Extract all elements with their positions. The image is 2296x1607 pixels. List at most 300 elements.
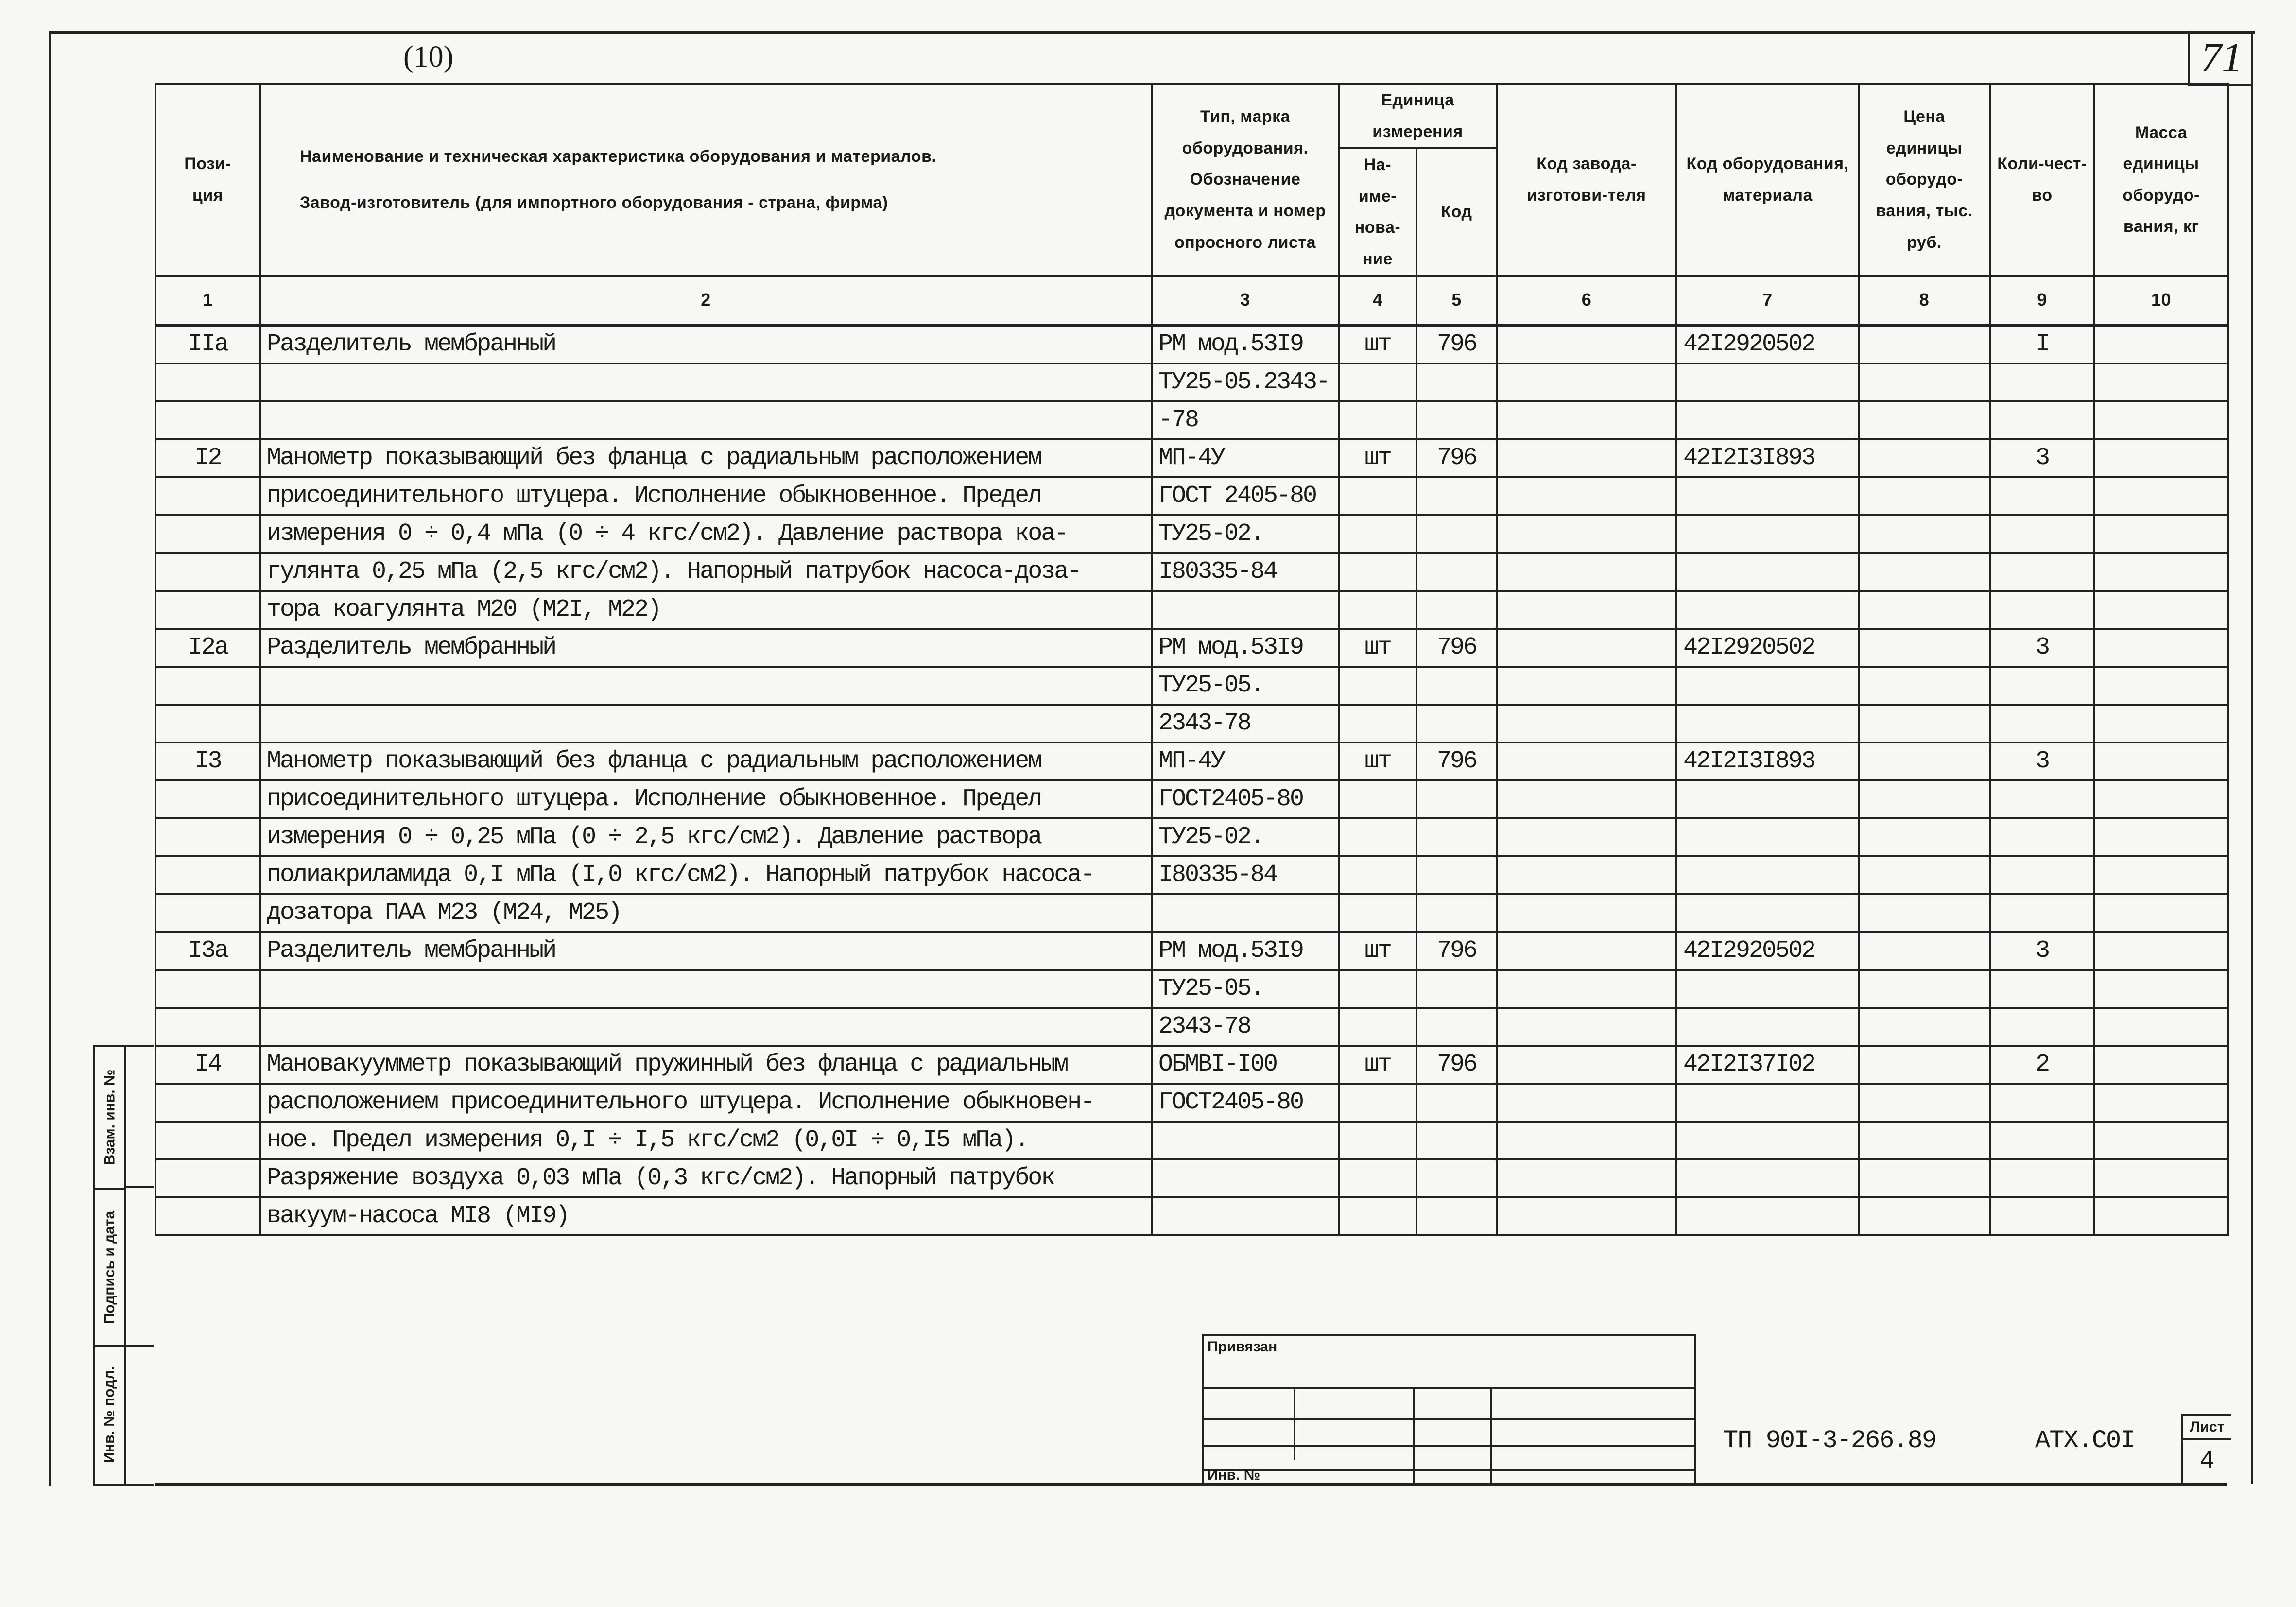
table-row [155, 1046, 2228, 1084]
cell-unit-name [1339, 553, 1416, 591]
cell-position [155, 705, 260, 743]
cell-unit-name: шт [1339, 325, 1416, 363]
cell-unit-code [1416, 1159, 1497, 1197]
cell-price [1859, 932, 1990, 970]
cell-quantity [1990, 667, 2094, 705]
stamp-signature-date [95, 1190, 124, 1347]
cell-type: I80335-84 [1152, 856, 1339, 894]
cell-unit-name [1339, 1008, 1416, 1046]
cell-unit-name: шт [1339, 932, 1416, 970]
cell-mass [2094, 780, 2228, 818]
cell-mass [2094, 401, 2228, 439]
cell-name: присоединительного штуцера. Исполнение обыкновенное. Предел [260, 477, 1152, 515]
cell-unit-name [1339, 667, 1416, 705]
cell-name [260, 401, 1152, 439]
cell-name: полиакриламида 0,I мПа (I,0 кгс/см2). Напорный патрубок насоса- [260, 856, 1152, 894]
cell-type: РМ мод.53I9 [1152, 325, 1339, 363]
cell-quantity [1990, 1122, 2094, 1159]
cell-plant-code [1497, 856, 1676, 894]
column-number: 6 [1497, 276, 1676, 325]
table-row [155, 629, 2228, 667]
cell-name [260, 1008, 1152, 1046]
stamp-line [126, 1186, 154, 1188]
cell-price [1859, 629, 1990, 667]
cell-unit-name [1339, 1084, 1416, 1122]
cell-unit-code: 796 [1416, 439, 1497, 477]
cell-quantity: 3 [1990, 439, 2094, 477]
cell-unit-code: 796 [1416, 932, 1497, 970]
cell-unit-code [1416, 477, 1497, 515]
cell-quantity [1990, 894, 2094, 932]
header-quantity: Коли-чест-во [1990, 84, 2094, 276]
table-row [155, 477, 2228, 515]
cell-mass [2094, 439, 2228, 477]
cell-price [1859, 401, 1990, 439]
bound-grid [1202, 1334, 1696, 1486]
cell-type: ТУ25-05. [1152, 667, 1339, 705]
cell-unit-code [1416, 553, 1497, 591]
table-row [155, 705, 2228, 743]
cell-equipment-code [1676, 553, 1859, 591]
table-row [155, 1122, 2228, 1159]
cell-name [260, 970, 1152, 1008]
cell-name: Разделитель мембранный [260, 932, 1152, 970]
cell-quantity [1990, 1084, 2094, 1122]
cell-price [1859, 363, 1990, 401]
cell-quantity: I [1990, 325, 2094, 363]
cell-price [1859, 515, 1990, 553]
cell-price [1859, 1046, 1990, 1084]
cell-mass [2094, 856, 2228, 894]
cell-quantity [1990, 1197, 2094, 1235]
frame-right-edge [2251, 31, 2253, 1484]
cell-equipment-code: 42I2920502 [1676, 932, 1859, 970]
cell-position [155, 1159, 260, 1197]
header-name-line2: Завод-изготовитель (для импортного оборудования - страна, фирма) [300, 193, 888, 212]
cell-mass [2094, 970, 2228, 1008]
cell-name: дозатора ПАА М23 (М24, М25) [260, 894, 1152, 932]
header-row [155, 84, 2228, 148]
cell-unit-code [1416, 970, 1497, 1008]
cell-mass [2094, 1197, 2228, 1235]
cell-unit-code: 796 [1416, 629, 1497, 667]
cell-equipment-code: 42I2I3I893 [1676, 439, 1859, 477]
cell-equipment-code: 42I2I37I02 [1676, 1046, 1859, 1084]
cell-equipment-code [1676, 363, 1859, 401]
cell-plant-code [1497, 970, 1676, 1008]
cell-unit-name [1339, 1197, 1416, 1235]
grid-vline [1294, 1387, 1295, 1460]
cell-quantity: 3 [1990, 629, 2094, 667]
table-row [155, 363, 2228, 401]
cell-unit-code: 796 [1416, 743, 1497, 780]
cell-unit-code [1416, 780, 1497, 818]
cell-price [1859, 325, 1990, 363]
cell-unit-code [1416, 1008, 1497, 1046]
cell-type: ГОСТ2405-80 [1152, 1084, 1339, 1122]
cell-position [155, 401, 260, 439]
stamp-line [126, 1345, 154, 1347]
cell-name: гулянта 0,25 мПа (2,5 кгс/см2). Напорный патрубок насоса-доза- [260, 553, 1152, 591]
header-name [260, 84, 1152, 276]
cell-plant-code [1497, 439, 1676, 477]
header-unit-name: На-име-нова-ние [1339, 148, 1416, 276]
cell-quantity [1990, 818, 2094, 856]
sheet-value: 4 [2199, 1447, 2215, 1475]
cell-plant-code [1497, 705, 1676, 743]
cell-type: ТУ25-05. [1152, 970, 1339, 1008]
cell-mass [2094, 932, 2228, 970]
cell-plant-code [1497, 667, 1676, 705]
cell-position [155, 667, 260, 705]
cell-equipment-code [1676, 856, 1859, 894]
header-position [155, 84, 260, 276]
cell-price [1859, 591, 1990, 629]
cell-plant-code [1497, 743, 1676, 780]
cell-price [1859, 667, 1990, 705]
cell-unit-name [1339, 515, 1416, 553]
doc-code: АТХ.С0I [2035, 1426, 2135, 1455]
table-row [155, 1159, 2228, 1197]
cell-unit-name [1339, 856, 1416, 894]
cell-name: Мановакуумметр показывающий пружинный без фланца с радиальным [260, 1046, 1152, 1084]
cell-type [1152, 1159, 1339, 1197]
cell-unit-name [1339, 705, 1416, 743]
table-row [155, 439, 2228, 477]
cell-equipment-code [1676, 1008, 1859, 1046]
cell-price [1859, 970, 1990, 1008]
specification-table [155, 83, 2229, 1236]
column-number: 10 [2094, 276, 2228, 325]
cell-unit-name: шт [1339, 1046, 1416, 1084]
cell-name: измерения 0 ÷ 0,4 мПа (0 ÷ 4 кгс/см2). Давление раствора коа- [260, 515, 1152, 553]
table-row [155, 515, 2228, 553]
frame-bottom [155, 1483, 2227, 1486]
cell-unit-name: шт [1339, 439, 1416, 477]
cell-plant-code [1497, 553, 1676, 591]
cell-quantity [1990, 363, 2094, 401]
cell-type: ГОСТ2405-80 [1152, 780, 1339, 818]
cell-position: I2a [155, 629, 260, 667]
column-number: 9 [1990, 276, 2094, 325]
cell-unit-code [1416, 1084, 1497, 1122]
cell-price [1859, 1122, 1990, 1159]
cell-mass [2094, 477, 2228, 515]
cell-mass [2094, 705, 2228, 743]
cell-name: Манометр показывающий без фланца с радиальным расположением [260, 439, 1152, 477]
cell-quantity [1990, 705, 2094, 743]
cell-plant-code [1497, 477, 1676, 515]
cell-position [155, 970, 260, 1008]
cell-position [155, 818, 260, 856]
cell-equipment-code [1676, 667, 1859, 705]
column-number: 3 [1152, 276, 1339, 325]
cell-price [1859, 894, 1990, 932]
cell-price [1859, 856, 1990, 894]
cell-type: ГОСТ 2405-80 [1152, 477, 1339, 515]
cell-type: ТУ25-05.2343- [1152, 363, 1339, 401]
cell-unit-code [1416, 1197, 1497, 1235]
cell-unit-name [1339, 401, 1416, 439]
cell-price [1859, 1084, 1990, 1122]
cell-unit-name: шт [1339, 743, 1416, 780]
cell-mass [2094, 629, 2228, 667]
cell-plant-code [1497, 1008, 1676, 1046]
cell-equipment-code [1676, 1197, 1859, 1235]
header-plant-code: Код завода-изготови-теля [1497, 84, 1676, 276]
table-row [155, 1197, 2228, 1235]
cell-name: присоединительного штуцера. Исполнение обыкновенное. Предел [260, 780, 1152, 818]
column-number: 7 [1676, 276, 1859, 325]
grid-vline [1413, 1387, 1415, 1486]
cell-unit-name [1339, 780, 1416, 818]
cell-position [155, 515, 260, 553]
cell-equipment-code: 42I2920502 [1676, 629, 1859, 667]
table-body [155, 325, 2228, 1235]
cell-type: МП-4У [1152, 439, 1339, 477]
cell-type: МП-4У [1152, 743, 1339, 780]
cell-price [1859, 818, 1990, 856]
cell-unit-code [1416, 894, 1497, 932]
header-name-line1: Наименование и техническая характеристика оборудования и материалов. [300, 147, 937, 166]
cell-mass [2094, 818, 2228, 856]
cell-name [260, 363, 1152, 401]
top-mark: (10) [403, 40, 454, 73]
cell-position: IIa [155, 325, 260, 363]
cell-mass [2094, 1046, 2228, 1084]
cell-quantity: 2 [1990, 1046, 2094, 1084]
doc-number: ТП 90I-3-266.89 [1723, 1426, 1936, 1455]
cell-type [1152, 1122, 1339, 1159]
cell-mass [2094, 325, 2228, 363]
cell-type: ТУ25-02. [1152, 515, 1339, 553]
cell-plant-code [1497, 629, 1676, 667]
cell-unit-name [1339, 818, 1416, 856]
stamp-orig-inv [95, 1347, 124, 1482]
column-number: 2 [260, 276, 1152, 325]
cell-plant-code [1497, 818, 1676, 856]
cell-name: измерения 0 ÷ 0,25 мПа (0 ÷ 2,5 кгс/см2). Давление раствора [260, 818, 1152, 856]
cell-equipment-code [1676, 401, 1859, 439]
table-row [155, 894, 2228, 932]
cell-unit-code [1416, 401, 1497, 439]
cell-equipment-code: 42I2920502 [1676, 325, 1859, 363]
cell-unit-name [1339, 970, 1416, 1008]
cell-type [1152, 591, 1339, 629]
cell-mass [2094, 1084, 2228, 1122]
cell-quantity [1990, 477, 2094, 515]
cell-unit-name [1339, 591, 1416, 629]
cell-plant-code [1497, 894, 1676, 932]
table-row [155, 553, 2228, 591]
cell-quantity [1990, 780, 2094, 818]
cell-quantity: 3 [1990, 932, 2094, 970]
cell-price [1859, 439, 1990, 477]
cell-mass [2094, 553, 2228, 591]
sheet-label: Лист [2183, 1416, 2231, 1440]
grid-line [1204, 1469, 1694, 1471]
cell-type: РМ мод.53I9 [1152, 932, 1339, 970]
grid-line [1204, 1445, 1694, 1447]
cell-quantity [1990, 515, 2094, 553]
cell-name: ное. Предел измерения 0,I ÷ I,5 кгс/см2 (0,0I ÷ 0,I5 мПа). [260, 1122, 1152, 1159]
cell-position [155, 780, 260, 818]
column-number: 8 [1859, 276, 1990, 325]
cell-position [155, 894, 260, 932]
cell-equipment-code [1676, 970, 1859, 1008]
cell-type [1152, 894, 1339, 932]
cell-price [1859, 1008, 1990, 1046]
cell-position [155, 856, 260, 894]
grid-line [1204, 1418, 1694, 1420]
cell-equipment-code [1676, 591, 1859, 629]
cell-mass [2094, 515, 2228, 553]
cell-equipment-code [1676, 894, 1859, 932]
cell-plant-code [1497, 1046, 1676, 1084]
cell-type: -78 [1152, 401, 1339, 439]
cell-position [155, 553, 260, 591]
cell-name: Манометр показывающий без фланца с радиальным расположением [260, 743, 1152, 780]
table-row [155, 743, 2228, 780]
cell-mass [2094, 1159, 2228, 1197]
cell-price [1859, 705, 1990, 743]
cell-position [155, 591, 260, 629]
cell-name [260, 667, 1152, 705]
cell-quantity: 3 [1990, 743, 2094, 780]
cell-mass [2094, 591, 2228, 629]
cell-type: I80335-84 [1152, 553, 1339, 591]
table-row [155, 667, 2228, 705]
cell-mass [2094, 743, 2228, 780]
column-number: 4 [1339, 276, 1416, 325]
cell-type: ТУ25-02. [1152, 818, 1339, 856]
side-stamp [93, 1045, 154, 1486]
cell-equipment-code [1676, 1159, 1859, 1197]
stamp-value-column [124, 1047, 154, 1484]
table-row [155, 401, 2228, 439]
cell-mass [2094, 894, 2228, 932]
cell-unit-code [1416, 818, 1497, 856]
column-number: 1 [155, 276, 260, 325]
cell-name: вакуум-насоса МI8 (МI9) [260, 1197, 1152, 1235]
title-block [155, 1334, 2227, 1485]
cell-equipment-code [1676, 515, 1859, 553]
stamp-replaced-inv-label: Взам. инв. № [102, 1069, 118, 1165]
cell-unit-name: шт [1339, 629, 1416, 667]
cell-price [1859, 477, 1990, 515]
cell-position [155, 1197, 260, 1235]
cell-unit-name [1339, 477, 1416, 515]
cell-type [1152, 1197, 1339, 1235]
header-type: Тип, марка оборудования. Обозначение документа и номер опросного листа [1152, 84, 1339, 276]
cell-price [1859, 553, 1990, 591]
cell-position: I3 [155, 743, 260, 780]
sheet-box [2181, 1414, 2231, 1484]
cell-position [155, 1122, 260, 1159]
header-unit-code: Код [1416, 148, 1497, 276]
header-equipment-code: Код оборудования, материала [1676, 84, 1859, 276]
cell-price [1859, 1197, 1990, 1235]
table-row [155, 856, 2228, 894]
cell-quantity [1990, 591, 2094, 629]
cell-unit-code [1416, 856, 1497, 894]
cell-price [1859, 743, 1990, 780]
table-row [155, 970, 2228, 1008]
cell-mass [2094, 667, 2228, 705]
cell-quantity [1990, 401, 2094, 439]
sheet-number: 71 [2188, 31, 2253, 86]
cell-plant-code [1497, 363, 1676, 401]
table-row [155, 1084, 2228, 1122]
cell-position [155, 363, 260, 401]
table-row [155, 818, 2228, 856]
cell-price [1859, 780, 1990, 818]
cell-unit-code [1416, 515, 1497, 553]
cell-mass [2094, 1008, 2228, 1046]
cell-position: I4 [155, 1046, 260, 1084]
cell-type: 2343-78 [1152, 705, 1339, 743]
cell-quantity [1990, 970, 2094, 1008]
cell-position: I3a [155, 932, 260, 970]
table-row [155, 591, 2228, 629]
inv-no-label: Инв. № [1208, 1467, 1260, 1483]
grid-vline [1490, 1387, 1492, 1486]
bound-label: Привязан [1208, 1339, 1277, 1355]
cell-plant-code [1497, 515, 1676, 553]
cell-plant-code [1497, 932, 1676, 970]
cell-quantity [1990, 1008, 2094, 1046]
cell-unit-name [1339, 1122, 1416, 1159]
column-numbers-row [155, 276, 2228, 325]
cell-name: Разряжение воздуха 0,03 мПа (0,3 кгс/см2). Напорный патрубок [260, 1159, 1152, 1197]
cell-equipment-code [1676, 477, 1859, 515]
cell-plant-code [1497, 325, 1676, 363]
cell-mass [2094, 363, 2228, 401]
cell-equipment-code [1676, 780, 1859, 818]
cell-plant-code [1497, 591, 1676, 629]
stamp-replaced-inv [95, 1047, 124, 1190]
cell-unit-code: 796 [1416, 325, 1497, 363]
column-number: 5 [1416, 276, 1497, 325]
cell-equipment-code: 42I2I3I893 [1676, 743, 1859, 780]
cell-plant-code [1497, 1197, 1676, 1235]
cell-equipment-code [1676, 818, 1859, 856]
cell-quantity [1990, 553, 2094, 591]
cell-equipment-code [1676, 705, 1859, 743]
cell-name [260, 705, 1152, 743]
cell-plant-code [1497, 1159, 1676, 1197]
grid-line [1204, 1387, 1694, 1389]
cell-position [155, 1084, 260, 1122]
cell-name: расположением присоединительного штуцера. Исполнение обыкновен- [260, 1084, 1152, 1122]
table-row [155, 932, 2228, 970]
cell-unit-code [1416, 591, 1497, 629]
cell-plant-code [1497, 401, 1676, 439]
header-mass: Масса единицы оборудо-вания, кг [2094, 84, 2228, 276]
cell-equipment-code [1676, 1084, 1859, 1122]
cell-type: РМ мод.53I9 [1152, 629, 1339, 667]
cell-position: I2 [155, 439, 260, 477]
cell-type: 2343-78 [1152, 1008, 1339, 1046]
table-row [155, 780, 2228, 818]
cell-position [155, 477, 260, 515]
cell-position [155, 1008, 260, 1046]
header-unit-group: Единица измерения [1339, 84, 1497, 148]
stamp-orig-inv-label: Инв. № подл. [102, 1366, 118, 1463]
cell-mass [2094, 1122, 2228, 1159]
cell-plant-code [1497, 780, 1676, 818]
cell-equipment-code [1676, 1122, 1859, 1159]
